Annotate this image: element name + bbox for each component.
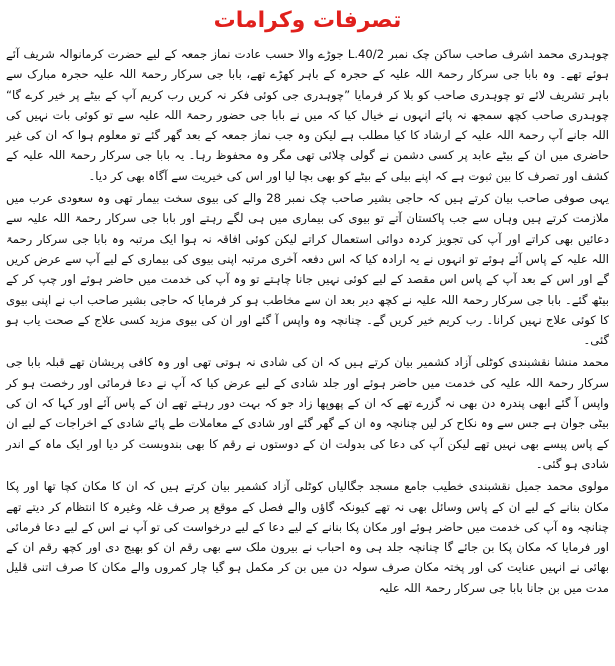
paragraph-4: مولوی محمد جمیل نقشبندی خطیب جامع مسجد جگالیاں کوٹلی آزاد کشمیر بیان کرتے ہیں کہ ان کا مکان کچا تھا اور پکا مکان بنانے کے لیے ان کے پاس وسائل بھی نہ تھے کیونکہ گاؤں والے فصل کے موقع پر صرف غلہ وغیرہ کا انتظام کر دیتے تھے چنانچہ وہ آپ کی خدمت میں حاضر ہوئے اور مکان پکا بنانے کے لیے دعا کے لیے درخواست کی تو آپ نے اس کے لیے دعا فرمائی اور فرمایا کہ مکان پکا بن جائے گا چنانچہ جلد ہی وہ احباب نے بیرون ملک سے بھی رقم ان کو بھیج دی اور کچھ رقم ان کے بھائی نے انہیں عنایت کی اور پختہ مکان صرف سولہ دن میں بن کر مکمل ہو گیا چار کمروں والے مکان کا صرف اتنی قلیل مدت میں بن جانا بابا جی سرکار رحمۃ اللہ علیہ	[6, 479, 609, 595]
paragraph-2: یہی صوفی صاحب بیان کرتے ہیں کہ حاجی بشیر صاحب چک نمبر 28 والے کی بیوی سخت بیمار تھی وہ سعودی عرب میں ملازمت کرتے ہیں وہاں سے جب پاکستان آتے تو بیوی کی بیماری میں ہی لگے رہتے اور بابا جی سرکار رحمۃ اللہ علیہ سے دعائیں بھی کراتے اور آپ کی تجویز کردہ دوائی استعمال کراتے لیکن کوئی افاقہ نہ ہوا ایک مرتبہ وہ بابا جی سرکار رحمۃ اللہ علیہ کے پاس آئے ہوئے تو انہوں نے یہ ارادہ کیا کہ اس دفعہ آخری مرتبہ اپنی بیوی کی بیماری کے لیے آپ سے عرض کریں گے اور اس کے بعد آپ کے پاس اس مقصد کے لیے کوئی نہیں جانا چاہتے تو وہ آپ کی خدمت میں حاضر ہوئے اور چپ کر کے بیٹھ گئے۔ بابا جی سرکار رحمۃ اللہ علیہ نے کچھ دیر بعد ان سے مخاطب ہو کر فرمایا کہ حاجی بشیر صاحب اب نے اپنی بیوی کا کوئی علاج نہیں کرانا۔ رب کریم خیر کریں گے۔ چنانچہ وہ واپس آ گئے اور ان کی بیوی مزید کسی علاج کے صحت یاب ہو گئی۔	[6, 191, 609, 348]
paragraph-3: محمد منشا نقشبندی کوٹلی آزاد کشمیر بیان کرتے ہیں کہ ان کی شادی نہ ہوتی تھی اور وہ کافی پریشان تھے قبلہ بابا جی سرکار رحمۃ اللہ علیہ کی خدمت میں حاضر ہوئے اور جلد شادی کے لیے عرض کیا کہ آپ نے دعا فرمائی اور رخصت ہو کر واپس آ گئے ابھی پندرہ دن بھی نہ گزرے تھے کہ ان کے پھوپھا زاد جو کہ بہت دور رہتے تھے ان کے پاس آئے اور کہا کہ ان کی بیٹی جوان ہے جس سے وہ نکاح کر لیں چنانچہ وہ ان کے گھر گئے اور شادی کے معاملات طے پائے شادی کے اخراجات کے لیے ان کے پاس پیسے بھی نہیں تھے لیکن آپ کی دعا کی بدولت ان کے دوستوں نے رقم کا بھی بندوبست کر دیا اور ایک ماہ کے اندر شادی ہو گئی۔	[6, 355, 609, 471]
page-title: تصرفات وکرامات	[213, 8, 402, 33]
article-body	[6, 44, 609, 600]
paragraph-1: چوہدری محمد اشرف صاحب ساکن چک نمبر 40/2.L جوڑے والا حسب عادت نماز جمعہ کے لیے حضرت کرمانوالہ شریف آئے ہوئے تھے۔ وہ بابا جی سرکار رحمۃ اللہ علیہ کے حجرہ کے باہر کھڑے تھے، بابا جی سرکار رحمۃ اللہ علیہ حجرہ مبارک سے باہر تشریف لائے تو چوہدری صاحب کو بلا کر فرمایا ”چوہدری جی کوئی فکر نہ کریں رب کریم آپ کے بیٹے پر خیر کرے گا“ چوہدری صاحب کچھ سمجھ نہ پائے انہوں نے خیال کیا کہ میں نے بابا جی حضور رحمۃ اللہ علیہ سے تو کوئی بات نہیں کی اللہ جانے آپ رحمۃ اللہ علیہ کے ارشاد کا کیا مطلب ہے لیکن وہ جب نماز جمعہ کے بعد گھر گئے تو معلوم ہوا کہ ان کی غیر حاضری میں ان کے بیٹے عابد پر کسی دشمن نے گولی چلائی تھی مگر وہ محفوظ رہا۔ یہ بابا جی سرکار رحمۃ اللہ علیہ کے کشف اور تصرف کا بین ثبوت ہے کہ اپنے بیلی کے بیٹے کو بھی بچا لیا اور اس کی خیریت سے آگاہ بھی کر دیا۔	[6, 47, 609, 183]
